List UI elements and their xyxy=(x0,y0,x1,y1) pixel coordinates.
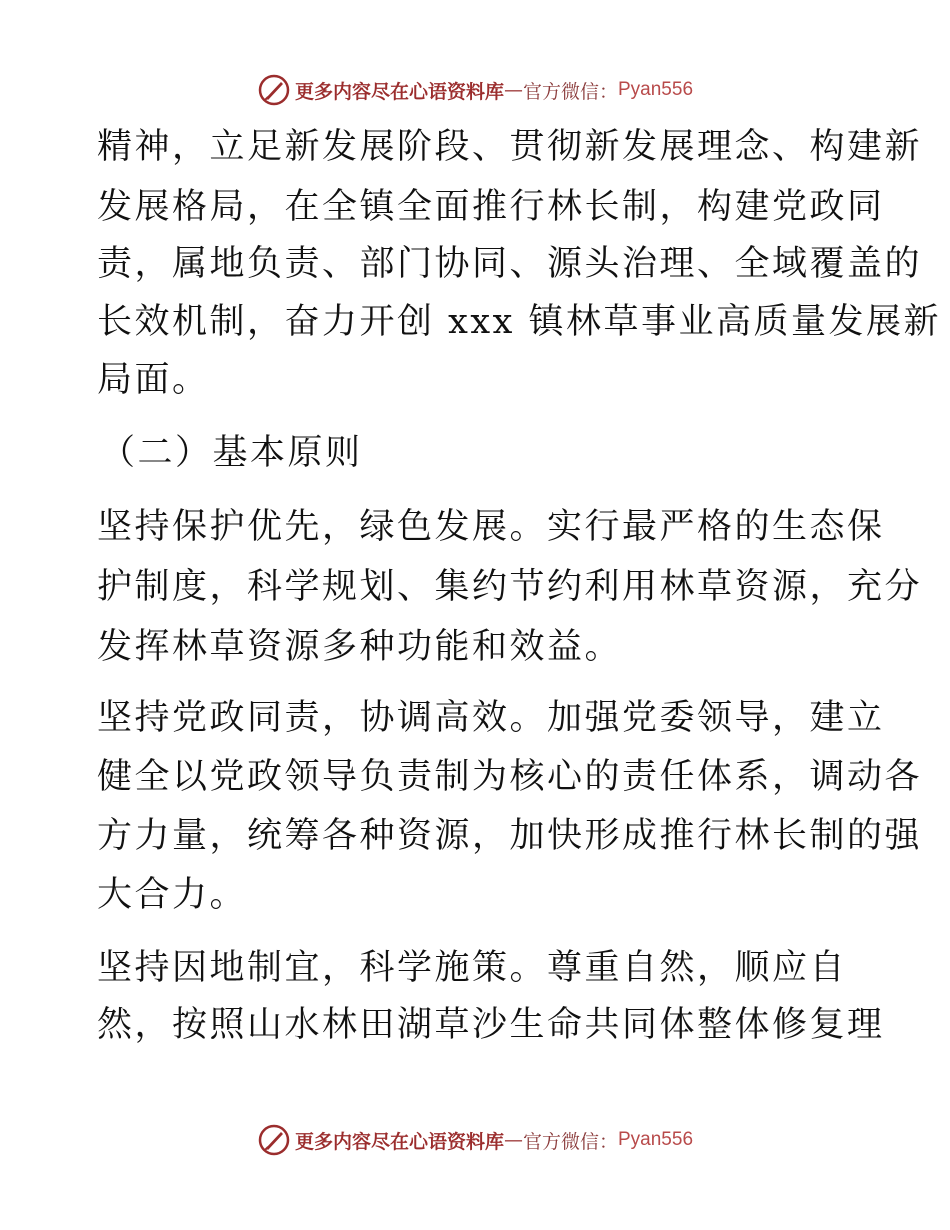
quill-logo-icon xyxy=(257,73,291,107)
paragraph-line: 坚持党政同责，协调高效。加强党委领导，建立 xyxy=(97,698,885,738)
watermark-label: 官方微信： xyxy=(522,1130,618,1153)
paragraph-line: 然，按照山水林田湖草沙生命共同体整体修复理 xyxy=(97,1005,885,1045)
watermark-wechat-id: Pyan556 xyxy=(618,1129,694,1150)
watermark-text: 更多内容尽在心语资料库 xyxy=(294,80,504,103)
footer-watermark xyxy=(0,1118,950,1162)
paragraph-line: 健全以党政领导负责制为核心的责任体系，调动各 xyxy=(97,757,923,797)
section-heading: （二）基本原则 xyxy=(100,433,363,473)
paragraph-line: 精神，立足新发展阶段、贯彻新发展理念、构建新 xyxy=(97,127,923,167)
watermark-text: 更多内容尽在心语资料库 xyxy=(294,1130,504,1153)
watermark-wechat-id: Pyan556 xyxy=(618,79,694,100)
paragraph-line: 责，属地负责、部门协同、源头治理、全域覆盖的 xyxy=(97,244,923,284)
quill-logo-icon xyxy=(257,1123,291,1157)
watermark-label: 官方微信： xyxy=(522,80,618,103)
paragraph-line: 护制度，科学规划、集约节约利用林草资源，充分 xyxy=(97,567,923,607)
header-watermark xyxy=(0,68,950,112)
paragraph-line: 局面。 xyxy=(97,360,210,400)
paragraph-line: 大合力。 xyxy=(97,875,248,915)
paragraph-line: 发挥林草资源多种功能和效益。 xyxy=(97,627,623,667)
paragraph-line: 方力量，统筹各种资源，加快形成推行林长制的强 xyxy=(97,816,923,856)
paragraph-line: 发展格局，在全镇全面推行林长制，构建党政同 xyxy=(97,187,885,227)
paragraph-line: 坚持保护优先，绿色发展。实行最严格的生态保 xyxy=(97,507,885,547)
watermark-dash: — xyxy=(503,1129,523,1151)
paragraph-line: 长效机制，奋力开创 xxx 镇林草事业高质量发展新 xyxy=(97,302,941,342)
paragraph-line: 坚持因地制宜，科学施策。尊重自然，顺应自 xyxy=(97,948,848,988)
watermark-dash: — xyxy=(503,79,523,101)
